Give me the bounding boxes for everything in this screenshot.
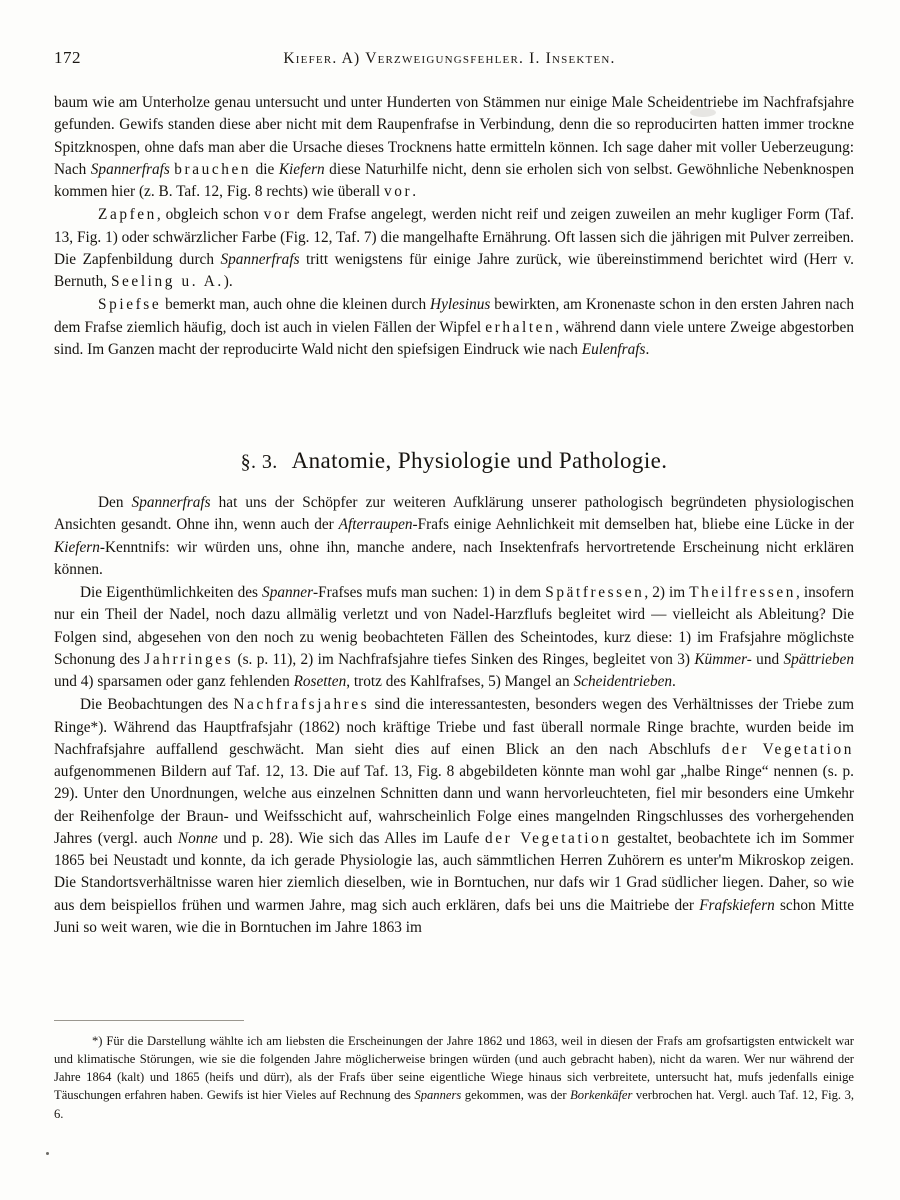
paragraph: Spiefse bemerkt man, auch ohne die kleinen durch Hylesinus bewirkten, am Kronenaste schon in den ersten Jahren nach dem Frafse ziemlich häufig, doch ist auch in vielen Fällen der Wipfel erhalten, während dann viele untere Zweige abgestorben sind. Im Ganzen macht der reproducirte Wald nicht den spiefsigen Eindruck wie nach Eulenfrafs. (54, 296, 854, 358)
section-title: Anatomie, Physiologie und Pathologie. (291, 448, 668, 473)
page-header (54, 48, 854, 68)
page-speck (46, 1152, 49, 1155)
footnote-text: *) Für die Darstellung wählte ich am liebsten die Erscheinungen der Jahre 1862 und 1863, weil in diesen der Frafs am grofsartigsten entwickelt war und klimatische Störungen, wie sie die folgenden Jahre möglicherweise bringen würden (und auch gebracht haben), nicht da waren. Wer nur während der Jahre 1864 (kalt) und 1865 (heifs und dürr), als der Frafs über seine eigentliche Wiege hinaus sich verbreitete, untersucht hat, mufs jedenfalls einige Täuschungen erfahren haben. Gewifs ist hier Vieles auf Rechnung des Spanners gekommen, was der Borkenkäfer verbrochen hat. Vergl. auch Taf. 12, Fig. 3, 6. (54, 1034, 855, 1121)
footnote-divider (54, 1020, 244, 1021)
paragraph: Zapfen, obgleich schon vor dem Frafse angelegt, werden nicht reif und zeigen zuweilen an mehr kugliger Form (Taf. 13, Fig. 1) oder schwärzlicher Farbe (Fig. 12, Taf. 7) die mangelhafte Ernährung. Oft lassen sich die jährigen mit Pulver zerreiben. Die Zapfenbildung durch Spannerfrafs tritt wenigstens für einige Jahre zurück, wie übereinstimmend berichtet wird (Herr v. Bernuth, Seeling u. A.). (54, 206, 854, 290)
page-number: 172 (54, 48, 81, 67)
body-text-lower (54, 492, 854, 939)
section-heading (54, 448, 854, 474)
section-number: §. 3. (240, 451, 278, 473)
paragraph: baum wie am Unterholze genau untersucht und unter Hunderten von Stämmen nur einige Male Scheidentriebe im Nachfrafsjahre gefunden. Gewifs standen diese aber nicht mit dem Raupenfrafse in Verbindung, denn die so reproducirten hatten immer trockne Spitzknospen, ohne dafs man aber die Ursache dieses Trocknens hatte ermitteln können. Ich sage daher mit voller Ueberzeugung: Nach Spannerfrafs brauchen die Kiefern diese Naturhilfe nicht, denn sie erholen sich von selbst. Gewöhnliche Nebenknospen kommen hier (z. B. Taf. 12, Fig. 8 rechts) wie überall vor. (54, 94, 854, 200)
paragraph: Den Spannerfrafs hat uns der Schöpfer zur weiteren Aufklärung unserer pathologisch begründeten physiologischen Ansichten gesandt. Ohne ihn, wenn auch der Afterraupen-Frafs einige Aehnlichkeit mit demselben hat, bliebe eine Lücke in der Kiefern-Kenntnifs: wir würden uns, ohne ihn, manche andere, nach Insektenfrafs hervortretende Erscheinung nicht erklären können. (54, 494, 854, 578)
body-text-upper (54, 92, 854, 361)
footnote-block (54, 1032, 854, 1123)
paragraph: Die Eigenthümlichkeiten des Spanner-Frafses mufs man suchen: 1) in dem Spätfressen, 2) im Theilfressen, insofern nur ein Theil der Nadel, noch dazu allmälig verletzt und von Nadel-Harzflufs begleitet wird — vielleicht als Ableitung? Die Folgen sind, abgesehen von den noch zu wenig beobachteten Fällen des Scheintodes, kurz diese: 1) im Frafsjahre möglichste Schonung des Jahrringes (s. p. 11), 2) im Nachfrafsjahre tiefes Sinken des Ringes, begleitet von 3) Kümmer- und Spättrieben und 4) sparsamen oder ganz fehlenden Rosetten, trotz des Kahlfrafses, 5) Mangel an Scheidentrieben. (54, 584, 855, 690)
page-smudge (690, 108, 716, 117)
running-head: Kiefer. A) Verzweigungsfehler. I. Insekten. (283, 50, 616, 67)
paragraph: Die Beobachtungen des Nachfrafsjahres sind die interessantesten, besonders wegen des Verhältnisses der Triebe zum Ringe*). Während das Hauptfrafsjahr (1862) noch kräftige Triebe und fast überall normale Ringe brachte, wurden beide im Nachfrafsjahre auffallend geschwächt. Man sieht dies auf einen Blick an den nach Abschlufs der Vegetation aufgenommenen Bildern auf Taf. 12, 13. Die auf Taf. 13, Fig. 8 abgebildeten könnte man wohl gar „halbe Ringe“ nennen (s. p. 29). Unter den Unordnungen, welche aus einzelnen Schnitten dann und wann hervorleuchteten, fiel mir besonders eine Umkehr der Reihenfolge der Braun- und Weifsschicht auf, wahrscheinlich Folge eines mangelnden Ringschlusses des vorhergehenden Jahres (vergl. auch Nonne und p. 28). Wie sich das Alles im Laufe der Vegetation gestaltet, beobachtete ich im Sommer 1865 bei Neustadt und konnte, da ich gerade Physiologie las, auch sämmtlichen Herren Zuhörern es unter'm Mikroskop zeigen. Die Standortsverhältnisse waren hier ziemlich dieselben, wie in Borntuchen, nur dafs wir 1 Grad südlicher liegen. Daher, so wie aus dem beispiellos frühen und warmen Jahre, mag sich auch erklären, dafs bei uns die Maitriebe der Frafskiefern schon Mitte Juni so weit waren, wie die in Borntuchen im Jahre 1863 im (54, 696, 854, 936)
